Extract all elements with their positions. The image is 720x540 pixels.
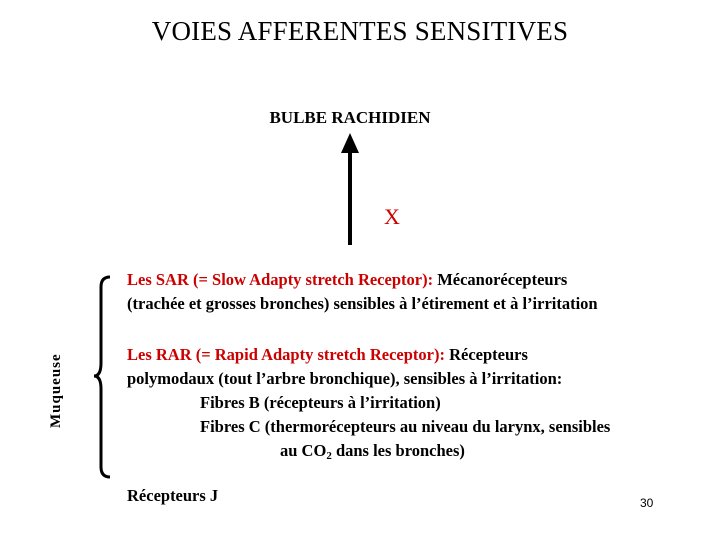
sar-block: [127, 268, 598, 316]
bulbe-rachidien-label: BULBE RACHIDIEN: [269, 108, 431, 127]
rar-block: [127, 343, 610, 468]
arrow-label-x: X: [384, 204, 400, 229]
rar-line-1-rest: Récepteurs: [444, 345, 528, 364]
rar-fibres-b: Fibres B (récepteurs à l’irritation): [200, 393, 441, 412]
sar-line-2: (trachée et grosses bronches) sensibles à l’étirement et à l’irritation: [127, 294, 598, 313]
rar-line-2: polymodaux (tout l’arbre bronchique), sensibles à l’irritation:: [127, 369, 563, 388]
rar-line-5-post: dans les bronches): [331, 441, 465, 460]
rar-line-1: [127, 343, 610, 367]
recepteurs-j-label: Récepteurs J: [127, 486, 219, 505]
rar-fibres-c: Fibres C (thermorécepteurs au niveau du larynx, sensibles: [200, 417, 611, 436]
rar-line-5-pre: au CO: [280, 441, 327, 460]
co2-subscript: 2: [326, 450, 332, 462]
rar-line-5: [127, 439, 610, 468]
muqueuse-label: Muqueuse: [48, 353, 64, 428]
sar-line-1-rest: Mécanorécepteurs: [433, 270, 568, 289]
sar-line-1: [127, 268, 598, 292]
page-number: 30: [640, 496, 654, 510]
rar-heading: Les RAR (= Rapid Adapty stretch Receptor):: [127, 345, 445, 364]
sar-heading: Les SAR (= Slow Adapty stretch Receptor):: [127, 270, 434, 289]
upward-arrow-head: [341, 133, 359, 153]
left-brace: [94, 277, 110, 477]
slide-title: VOIES AFFERENTES SENSITIVES: [151, 16, 569, 46]
